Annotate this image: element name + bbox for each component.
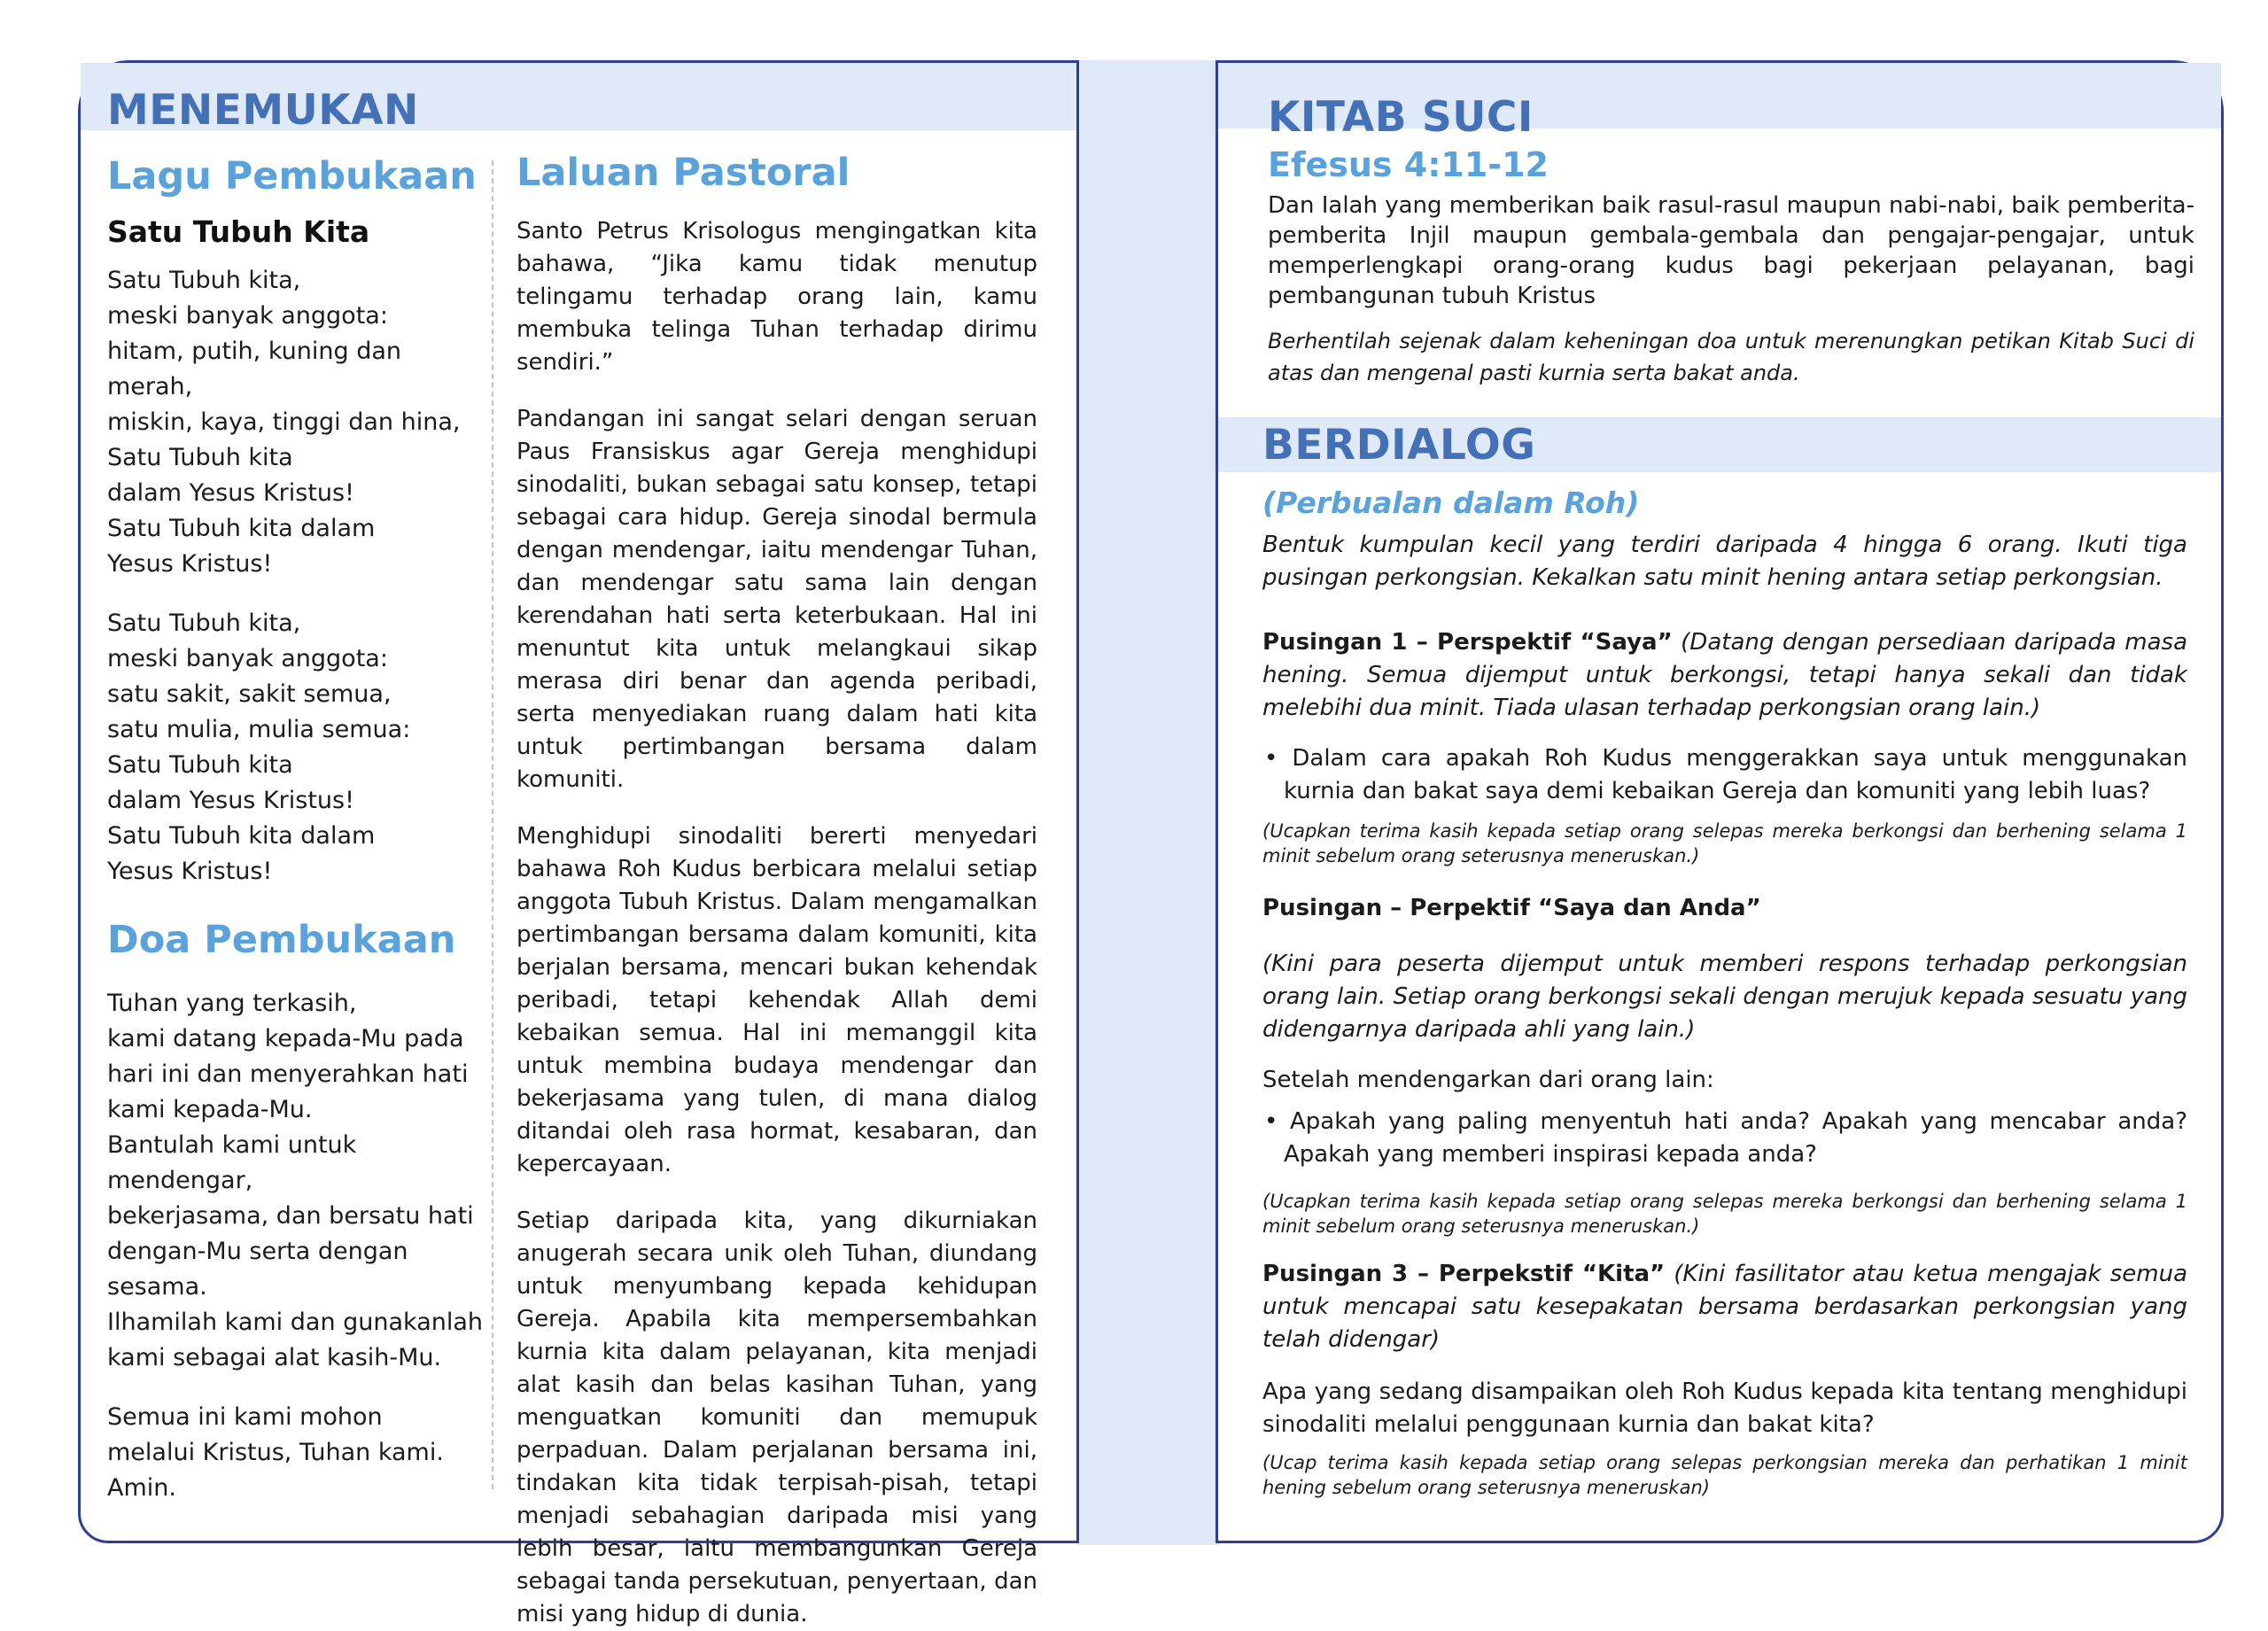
round-1-block [1262,626,2187,725]
berdialog-subtitle: (Perbualan dalam Roh) [1262,485,1640,520]
berdialog-title: BERDIALOG [1262,421,1536,470]
round-3-question: Apa yang sedang disampaikan oleh Roh Kudus kepada kita tentang menghidupi sinodaliti melalui penggunaan kurnia dan bakat kita? [1262,1379,2187,1438]
round-3-block [1262,1258,2187,1356]
right-panel [1216,60,2224,1543]
menemukan-title: MENEMUKAN [107,86,419,135]
menemukan-panel [78,60,1079,1627]
round-2-question: • Apakah yang paling menyentuh hati anda? Apakah yang mencabar anda? Apakah yang memberi inspirasi kepada anda? [1264,1108,2187,1168]
laluan-paragraph-3: Menghidupi sinodaliti bererti menyedari bahawa Roh Kudus berbicara melalui setiap anggota Tubuh Kristus. Dalam mengamalkan pertimbangan bersama dalam komuniti, kita berjalan bersama, mencari bukan kehendak peribadi, tetapi kehendak Allah demi kebaikan semua. Hal ini memanggil kita untuk membina budaya mendengar dan bekerjasama yang tulen, di mana dialog ditandai oleh rasa hormat, kesabaran, dan kepercayaan. [517,823,1037,1177]
song-lyrics [107,263,479,889]
song-title: Satu Tubuh Kita [107,214,370,249]
round-1-description: (Datang dengan persediaan daripada masa hening. Semua dijemput untuk berkongsi, tetapi hanya sekali dan tidak melebihi dua minit. Tiada ulasan terhadap perkongsian orang lain.) [1262,629,2188,721]
doa-paragraph-2: Semua ini kami mohon melalui Kristus, Tuhan kami. Amin. [107,1403,444,1502]
page-spine [1077,60,1219,1545]
dialog-intro: Bentuk kumpulan kecil yang terdiri daripada 4 hingga 6 orang. Ikuti tiga pusingan perkongsian. Kekalkan satu minit hening antara setiap perkongsian. [1262,532,2187,591]
round-2-lead: Setelah mendengarkan dari orang lain: [1262,1067,1714,1093]
round-1-label: Pusingan 1 – Perspektif “Saya” [1262,629,1673,656]
doa-pembukaan-heading: Doa Pembukaan [107,918,456,962]
berdialog-content [1262,529,2187,1500]
round-3-description: (Kini fasilitator atau ketua mengajak semua untuk mencapai satu kesepakatan bersama berdasarkan perkongsian yang telah didengar) [1262,1261,2188,1353]
laluan-paragraph-2: Pandangan ini sangat selari dengan seruan Paus Fransiskus agar Gereja menghidupi sinodaliti, bukan sebagai satu konsep, tetapi sebagai cara hidup. Gereja sinodal bermula dengan mendengar, iaitu mendengar Tuhan, dan mendengar satu sama lain dengan kerendahan hati serta keterbukaan. Hal ini menuntut kita untuk melangkaui sikap merasa diri benar dan agenda peribadi, serta menyediakan ruang dalam hati kita untuk pertimbangan bersama dalam komuniti. [517,406,1037,793]
column-divider [492,160,493,1489]
doa-paragraph-1: Tuhan yang terkasih, kami datang kepada-Mu pada hari ini dan menyerahkan hati kami kepada-Mu. Bantulah kami untuk mendengar, bekerjasama, dan bersatu hati dengan-Mu serta dengan sesama. Ilhamilah kami dan gunakanlah kami sebagai alat kasih-Mu. [107,990,484,1371]
round-1-question: • Dalam cara apakah Roh Kudus menggerakkan saya untuk menggunakan kurnia dan bakat saya demi kebaikan Gereja dan komuniti yang lebih luas? [1264,745,2187,804]
kitab-suci-title: KITAB SUCI [1268,93,1534,142]
lagu-pembukaan-heading: Lagu Pembukaan [107,154,477,198]
scripture-reference: Efesus 4:11-12 [1268,145,1549,184]
doa-text [107,986,488,1506]
scripture-verse: Dan Ialah yang memberikan baik rasul-rasul maupun nabi-nabi, baik pemberita-pemberita Injil maupun gembala-gembala dan pengajar-pengajar, untuk memperlengkapi orang-orang kudus bagi pekerjaan pelayanan, bagi pembangunan tubuh Kristus [1268,192,2194,309]
laluan-paragraph-4: Setiap daripada kita, yang dikurniakan anugerah secara unik oleh Tuhan, diundang untuk menyumbang kepada kehidupan Gereja. Apabila kita mempersembahkan kurnia kita dalam pelayanan, kita menjadi alat kasih dan belas kasihan Tuhan, yang menguatkan komuniti dan memupuk perpaduan. Dalam perjalanan bersama ini, tindakan kita tidak terpisah-pisah, tetapi menjadi sebahagian daripada misi yang lebih besar, iaitu membangunkan Gereja sebagai tanda persekutuan, penyertaan, dan misi yang hidup di dunia. [517,1208,1037,1627]
round-3-note: (Ucap terima kasih kepada setiap orang selepas perkongsian mereka dan perhatikan 1 minit hening sebelum orang seterusnya meneruskan) [1262,1452,2187,1498]
round-1-note: (Ucapkan terima kasih kepada setiap orang selepas mereka berkongsi dan berhening selama 1 minit sebelum orang seterusnya meneruskan.) [1262,820,2187,866]
round-3-label: Pusingan 3 – Perpekstif “Kita” [1262,1261,1666,1287]
reflection-instruction: Berhentilah sejenak dalam keheningan doa untuk merenungkan petikan Kitab Suci di atas dan mengenal pasti kurnia serta bakat anda. [1268,329,2194,385]
song-verse-2: Satu Tubuh kita, meski banyak anggota: satu sakit, sakit semua, satu mulia, mulia semua: Satu Tubuh kita dalam Yesus Kristus! Satu Tubuh kita dalam Yesus Kristus! [107,610,411,885]
laluan-paragraph-1: Santo Petrus Krisologus mengingatkan kita bahawa, “Jika kamu tidak menutup telingamu terhadap orang lain, kamu membuka telinga Tuhan terhadap dirimu sendiri.” [517,218,1037,376]
laluan-pastoral-text [517,215,1037,1631]
round-2-label: Pusingan – Perpektif “Saya dan Anda” [1262,895,1761,921]
laluan-pastoral-heading: Laluan Pastoral [517,151,850,195]
round-2-description: (Kini para peserta dijemput untuk memberi respons terhadap perkongsian orang lain. Setiap orang berkongsi sekali dengan merujuk kepada sesuatu yang didengarnya daripada ahli yang lain.) [1262,951,2187,1043]
song-verse-1: Satu Tubuh kita, meski banyak anggota: hitam, putih, kuning dan merah, miskin, kaya, tinggi dan hina, Satu Tubuh kita dalam Yesus Kristus! Satu Tubuh kita dalam Yesus Kristus! [107,267,461,578]
round-2-note: (Ucapkan terima kasih kepada setiap orang selepas mereka berkongsi dan berhening selama 1 minit sebelum orang seterusnya meneruskan.) [1262,1191,2187,1237]
